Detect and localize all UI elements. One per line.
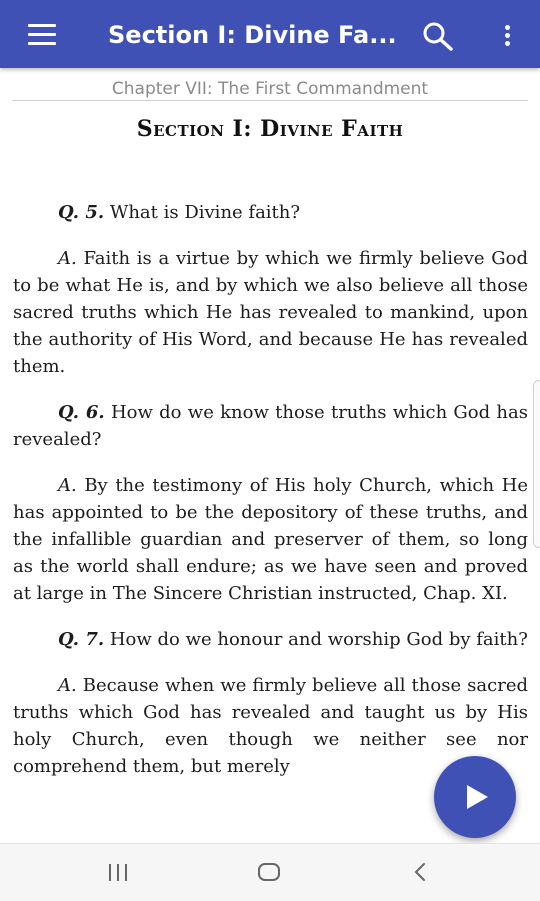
answer-label: A. xyxy=(58,475,77,496)
app-bar xyxy=(0,0,540,68)
play-icon xyxy=(463,782,491,812)
answer-text: By the testimony of His holy Church, which He has appointed to be the depository of these truths, and the infallible guardian and preserver of them, so long as the world shall endure; as we have seen and proved at large in The Sincere Christian instructed, Chap. XI. xyxy=(13,475,528,604)
question-text: How do we honour and worship God by faith? xyxy=(104,629,528,650)
side-panel-handle[interactable] xyxy=(533,380,540,548)
page-title: Section I: Divine Fa... xyxy=(108,21,397,49)
more-vertical-icon[interactable] xyxy=(498,20,518,52)
chapter-header: Chapter VII: The First Commandment xyxy=(12,78,528,101)
reading-content xyxy=(13,199,528,799)
answer-label: A. xyxy=(58,675,77,696)
answer-text: Because when we firmly believe all those sacred truths which God has revealed and taught us by His holy Church, even though we neither see nor comprehend them, but merely xyxy=(13,675,528,777)
back-icon[interactable] xyxy=(410,861,430,883)
question-text: What is Divine faith? xyxy=(104,202,301,223)
hamburger-menu-icon[interactable] xyxy=(28,24,56,46)
answer-text: Faith is a virtue by which we firmly believe God to be what He is, and by which we also believe all those sacred truths which He has revealed to mankind, upon the authority of His Word, and because He has revealed them. xyxy=(13,248,528,377)
question-label: Q. 5. xyxy=(58,202,105,223)
play-button[interactable] xyxy=(434,756,516,838)
answer-paragraph xyxy=(13,245,528,380)
recents-icon[interactable] xyxy=(106,862,132,884)
system-nav-bar xyxy=(0,843,540,901)
section-title: Section I: Divine Faith xyxy=(136,116,404,142)
question-paragraph xyxy=(13,199,528,226)
answer-label: A. xyxy=(58,248,77,269)
question-paragraph xyxy=(13,399,528,453)
home-icon[interactable] xyxy=(256,861,282,883)
answer-paragraph xyxy=(13,472,528,607)
question-text: How do we know those truths which God has revealed? xyxy=(13,402,528,450)
question-paragraph xyxy=(13,626,528,653)
question-label: Q. 6. xyxy=(58,402,105,423)
search-icon[interactable] xyxy=(420,20,456,52)
question-label: Q. 7. xyxy=(58,629,105,650)
